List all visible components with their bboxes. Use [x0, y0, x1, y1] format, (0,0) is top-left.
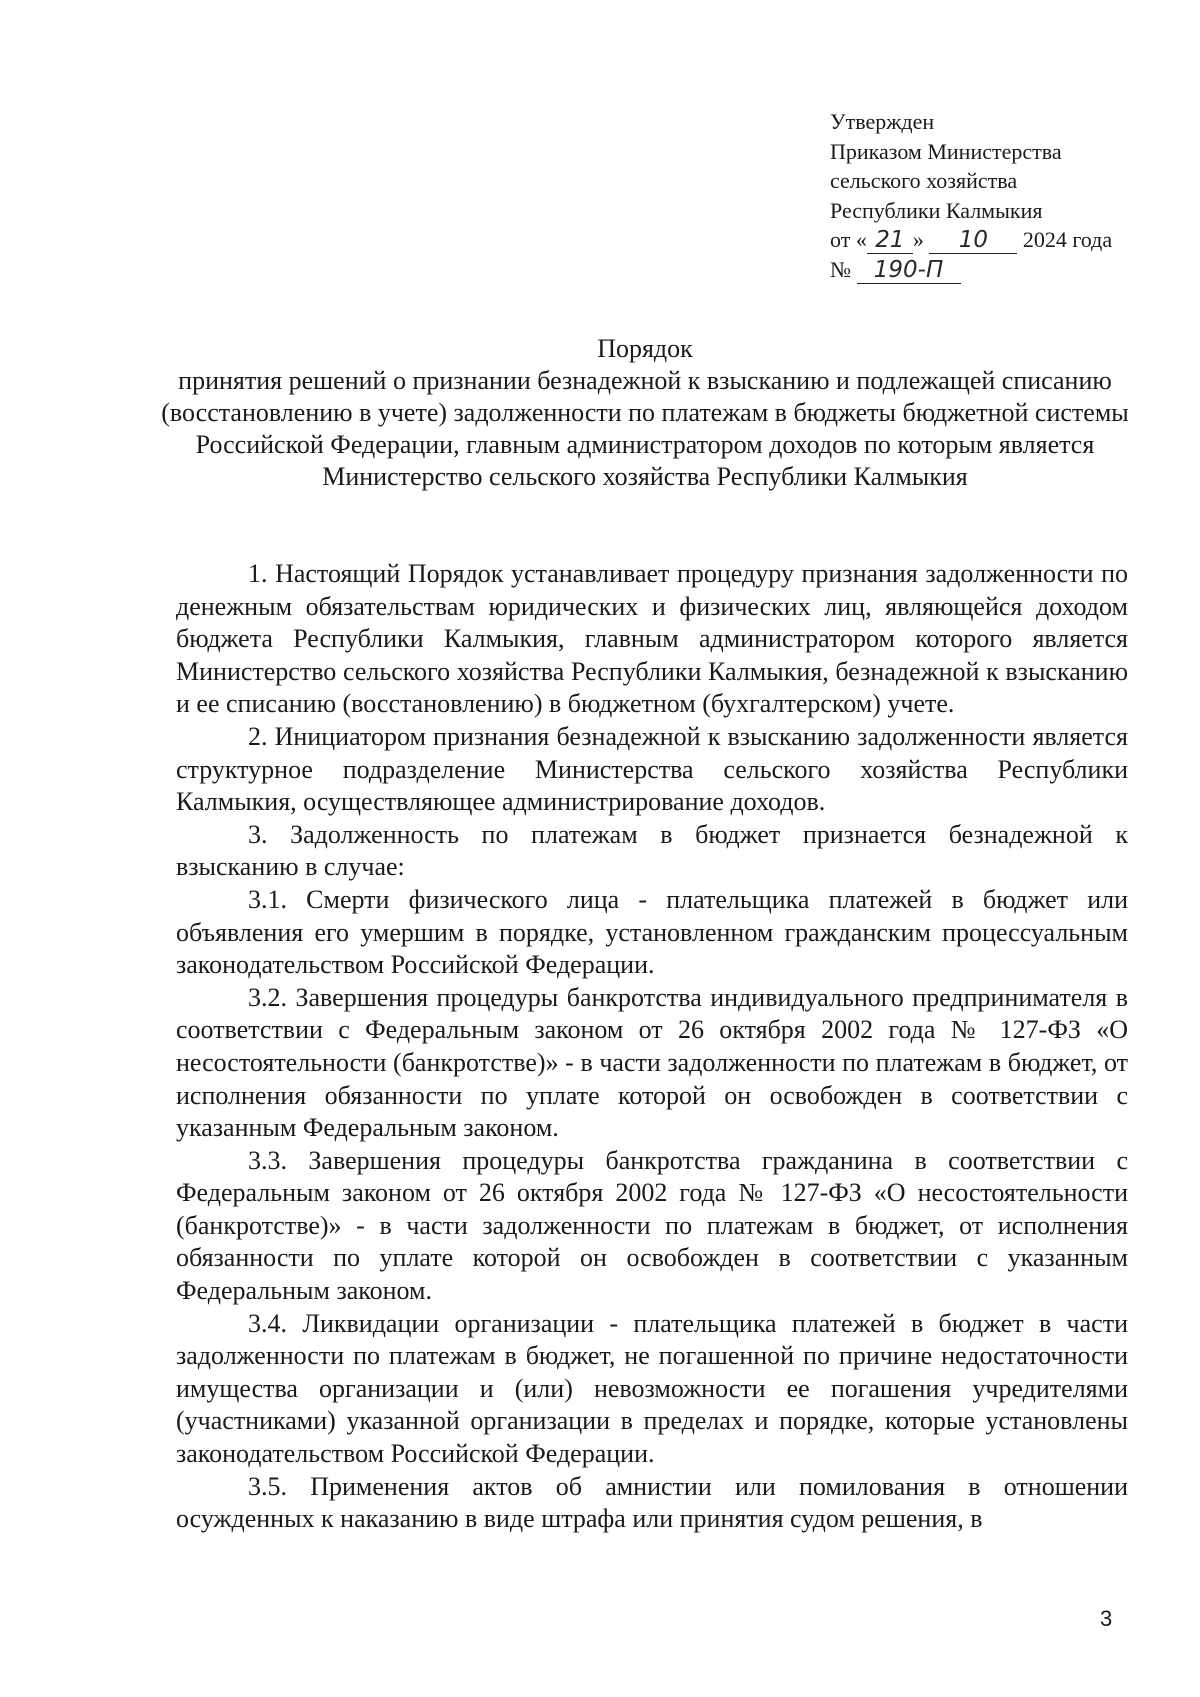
- handwritten-month: 10: [929, 227, 1017, 254]
- paragraph-3-5: 3.5. Применения актов об амнистии или помилования в отношении осужденных к наказанию в виде штрафа или принятия судом решения, в: [176, 1471, 1128, 1534]
- date-mid: »: [912, 227, 930, 252]
- date-prefix: от «: [830, 227, 867, 252]
- handwritten-day: 21: [867, 227, 913, 254]
- approval-line: Республики Калмыкия: [830, 197, 1043, 223]
- paragraph-2: 2. Инициатором признания безнадежной к взысканию задолженности является структурное подразделение Министерства сельского хозяйства Республики Калмыкия, осуществляющее администрирование доходов.: [176, 721, 1128, 817]
- paragraph-1: 1. Настоящий Порядок устанавливает процедуру признания задолженности по денежным обязательствам юридических и физических лиц, являющейся доходом бюджета Республики Калмыкия, главным администратором которого является Министерство сельского хозяйства Республики Калмыкия, безнадежной к взысканию и ее списанию (восстановлению) в бюджетном (бухгалтерском) учете.: [176, 559, 1128, 719]
- title-heading: Порядок: [597, 334, 693, 363]
- paragraph-3-2: 3.2. Завершения процедуры банкротства индивидуального предпринимателя в соответствии с Федеральным законом от 26 октября 2002 года № 127-ФЗ «О несостоятельности (банкротстве)» - в части задолженности по платежам в бюджет, от исполнения обязанности по уплате которой он освобожден в соответствии с указанным Федеральным законом.: [176, 982, 1128, 1143]
- paragraph-3: 3. Задолженность по платежам в бюджет признается безнадежной к взысканию в случае:: [176, 819, 1128, 882]
- approval-line: Приказом Министерства: [830, 138, 1062, 164]
- document-body: [176, 558, 1128, 1536]
- approval-line: Утвержден: [830, 109, 935, 134]
- number-prefix: №: [830, 256, 857, 282]
- approval-line: сельского хозяйства: [830, 168, 1018, 193]
- approval-date: [830, 225, 1170, 255]
- paragraph-3-4: 3.4. Ликвидации организации - плательщика платежей в бюджет в части задолженности по платежам в бюджет, не погашенной по причине недостаточности имущества организации и (или) невозможности ее погашения учредителями (участниками) указанной организации в пределах и порядке, которые установлены законодательством Российской Федерации.: [176, 1308, 1128, 1469]
- page-number: 3: [1100, 1606, 1113, 1631]
- handwritten-number: 190-П: [857, 257, 961, 284]
- approval-number: [830, 255, 1170, 285]
- title-subtitle: принятия решений о признании безнадежной к взысканию и подлежащей списанию (восстановлению в учете) задолженности по платежам в бюджеты бюджетной системы Российской Федерации, главным администратором доходов по которым является Министерство сельского хозяйства Республики Калмыкия: [161, 366, 1129, 491]
- paragraph-3-3: 3.3. Завершения процедуры банкротства гражданина в соответствии с Федеральным законом от 26 октября 2002 года № 127-ФЗ «О несостоятельности (банкротстве)» - в части задолженности по платежам в бюджет, от исполнения обязанности по уплате которой он освобожден в соответствии с указанным Федеральным законом.: [176, 1145, 1128, 1306]
- date-year: 2024 года: [1017, 227, 1113, 252]
- approval-block: [830, 107, 1170, 284]
- paragraph-3-1: 3.1. Смерти физического лица - плательщика платежей в бюджет или объявления его умершим в порядке, установленном гражданским процессуальным законодательством Российской Федерации.: [176, 884, 1128, 980]
- document-title: [160, 333, 1130, 493]
